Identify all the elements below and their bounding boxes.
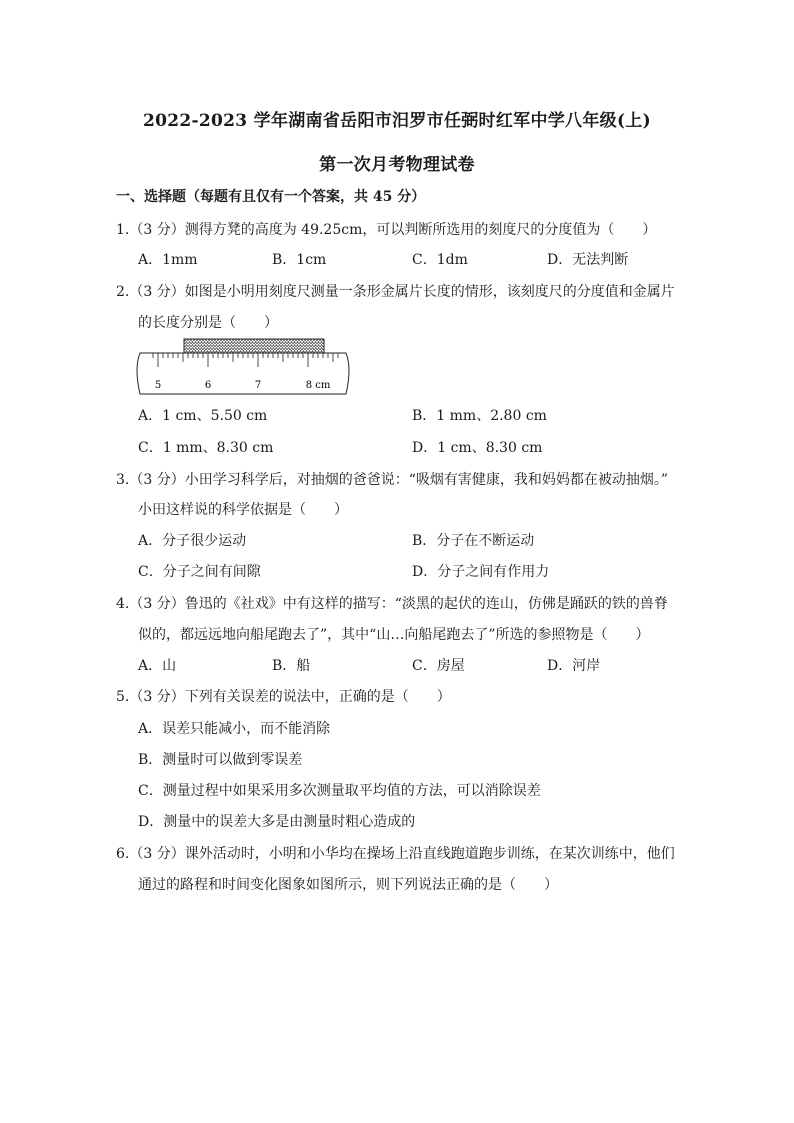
q3-option-d: D．分子之间有作用力 bbox=[412, 564, 550, 580]
question-6-stem-line1: 6.（3 分）课外活动时，小明和小华均在操场上沿直线跑道跑步训练，在某次训练中，他们 bbox=[116, 846, 675, 862]
q1-option-d: D．无法判断 bbox=[547, 252, 629, 268]
q3-option-b: B．分子在不断运动 bbox=[412, 533, 535, 549]
q4-option-c: C．房屋 bbox=[412, 658, 465, 674]
q5-option-b: B．测量时可以做到零误差 bbox=[138, 752, 303, 768]
question-3-stem-line2: 小田这样说的科学依据是（ ） bbox=[138, 502, 348, 518]
question-3-stem-line1: 3.（3 分）小田学习科学后，对抽烟的爸爸说：“吸烟有害健康，我和妈妈都在被动抽烟。” bbox=[116, 472, 669, 488]
q2-option-d: D．1 cm、8.30 cm bbox=[412, 440, 543, 456]
exam-title-line1: 2022-2023 学年湖南省岳阳市汨罗市任弼时红军中学八年级(上) bbox=[143, 111, 651, 131]
q3-option-c: C．分子之间有间隙 bbox=[138, 564, 261, 580]
q2-option-a: A．1 cm、5.50 cm bbox=[138, 408, 268, 424]
ruler-label-8cm: 8 cm bbox=[305, 380, 331, 391]
q1-option-a: A．1mm bbox=[138, 252, 198, 268]
ruler-figure bbox=[134, 338, 354, 398]
question-2-stem-line2: 的长度分别是（ ） bbox=[138, 315, 278, 331]
exam-title-line2: 第一次月考物理试卷 bbox=[319, 155, 475, 175]
q5-option-a: A．误差只能减小，而不能消除 bbox=[138, 721, 331, 737]
q5-option-d: D．测量中的误差大多是由测量时粗心造成的 bbox=[138, 814, 416, 830]
q1-option-c: C．1dm bbox=[412, 252, 468, 268]
q4-option-d: D．河岸 bbox=[547, 658, 601, 674]
question-1-stem: 1.（3 分）测得方凳的高度为 49.25cm，可以判断所选用的刻度尺的分度值为（ ） bbox=[116, 222, 657, 238]
question-4-stem-line2: 似的，都远远地向船尾跑去了”，其中“山…向船尾跑去了”所选的参照物是（ ） bbox=[138, 627, 650, 643]
question-4-stem-line1: 4.（3 分）鲁迅的《社戏》中有这样的描写：“淡黑的起伏的连山，仿佛是踊跃的铁的兽脊 bbox=[116, 596, 668, 612]
question-5-stem: 5.（3 分）下列有关误差的说法中，正确的是（ ） bbox=[116, 689, 451, 705]
q2-option-b: B．1 mm、2.80 cm bbox=[412, 408, 547, 424]
q3-option-a: A．分子很少运动 bbox=[138, 533, 247, 549]
ruler-label-5: 5 bbox=[154, 380, 162, 391]
question-2-stem-line1: 2.（3 分）如图是小明用刻度尺测量一条形金属片长度的情形，该刻度尺的分度值和金属片 bbox=[116, 284, 675, 300]
metal-strip bbox=[184, 339, 324, 353]
q4-option-a: A．山 bbox=[138, 658, 177, 674]
q2-option-c: C．1 mm、8.30 cm bbox=[138, 440, 274, 456]
ruler-label-6: 6 bbox=[204, 380, 212, 391]
ruler-label-7: 7 bbox=[254, 380, 262, 391]
question-6-stem-line2: 通过的路程和时间变化图象如图所示，则下列说法正确的是（ ） bbox=[138, 877, 558, 893]
q4-option-b: B．船 bbox=[272, 658, 311, 674]
section-heading: 一、选择题（每题有且仅有一个答案，共 45 分） bbox=[116, 189, 426, 205]
q5-option-c: C．测量过程中如果采用多次测量取平均值的方法，可以消除误差 bbox=[138, 783, 541, 799]
q1-option-b: B．1cm bbox=[272, 252, 327, 268]
